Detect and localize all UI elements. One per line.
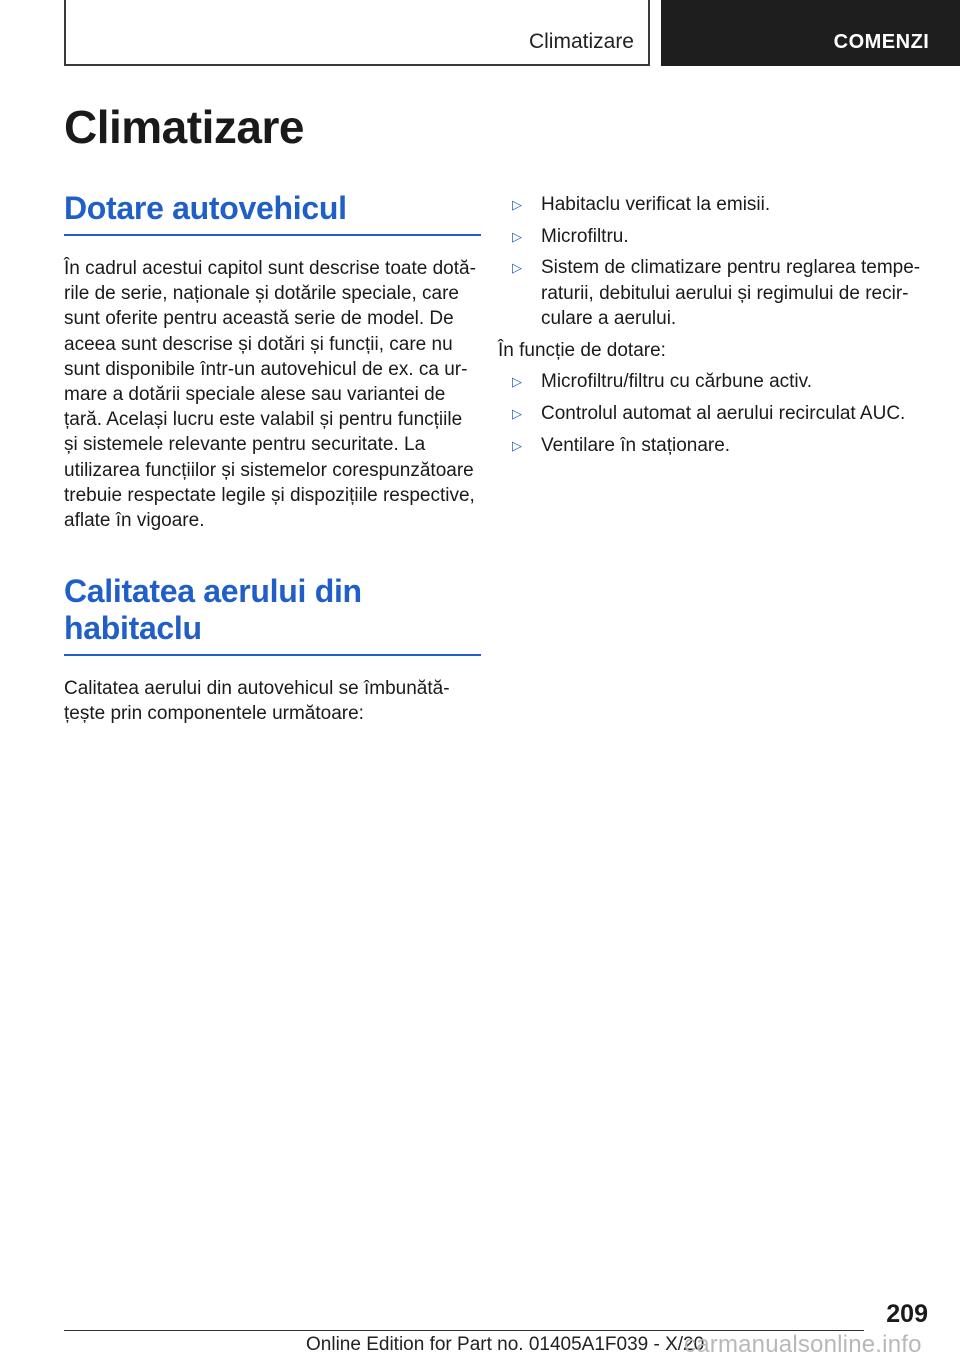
heading-line: habitaclu — [64, 610, 202, 647]
list-item-text: Sistem de climatizare pentru reglarea temperaturii, debitului aerului și regimului de recirculare a aerului. — [541, 257, 921, 329]
header-chapter-label: COMENZI — [833, 31, 930, 53]
list-item — [498, 369, 938, 394]
watermark: carmanualsonline.info — [684, 1331, 922, 1358]
section-divider — [64, 654, 481, 656]
header-section-label: Climatizare — [528, 30, 634, 53]
section-divider — [64, 234, 481, 236]
heading-line: Calitatea aerului din — [64, 573, 362, 610]
list-item-text: Habitaclu verificat la emisii. — [541, 194, 771, 215]
triangle-bullet-icon: ▷ — [512, 437, 522, 453]
list-item — [498, 255, 938, 331]
list-item — [498, 433, 938, 458]
page-title: Climatizare — [64, 101, 304, 153]
depending-label: În funcție de dotare: — [498, 339, 666, 361]
triangle-bullet-icon: ▷ — [512, 197, 522, 212]
list-item — [498, 401, 938, 426]
section-body-calitatea: Calitatea aerului din autovehicul se îmbunătățește prin componentele următoare: — [64, 678, 450, 725]
list-item-text: Microfiltru. — [541, 225, 629, 247]
list-item-text: Controlul automat al aerului recirculat AUC. — [541, 402, 906, 424]
triangle-bullet-icon: ▷ — [512, 405, 522, 421]
list-item — [498, 192, 938, 217]
section-heading-dotare: Dotare autovehicul — [64, 190, 347, 226]
triangle-bullet-icon: ▷ — [512, 260, 522, 276]
list-item-text: Microfiltru/filtru cu cărbune activ. — [541, 371, 813, 393]
page-number: 209 — [886, 1300, 928, 1328]
header-section-box — [64, 0, 650, 66]
list-item — [498, 224, 938, 249]
footer-edition-text: Online Edition for Part no. 01405A1F039 - X/20 — [306, 1334, 705, 1355]
list-item-text: Ventilare în staționare. — [541, 434, 731, 456]
section-heading-calitatea — [64, 573, 481, 647]
right-column — [498, 192, 938, 464]
header-chapter-tab[interactable] — [661, 0, 960, 66]
left-column — [64, 190, 481, 727]
triangle-bullet-icon: ▷ — [512, 374, 522, 390]
triangle-bullet-icon: ▷ — [512, 228, 522, 244]
section-body-dotare: În cadrul acestui capitol sunt descrise toate dotările de serie, naționale și dotările speciale, care sunt oferite pentru această serie de model. De aceea sunt descrise și dotări și funcții, care nu sunt disponibile într-un autovehicul de ex. ca urmare a dotării speciale alese sau variantei de țară. Același lucru este valabil și pentru funcțiile și sistemele relevante pentru securitate. La utilizarea funcțiilor și sistemelor corespunzătoare trebuie respectate legile și dispozițiile respective, aflate în vigoare. — [64, 258, 476, 532]
